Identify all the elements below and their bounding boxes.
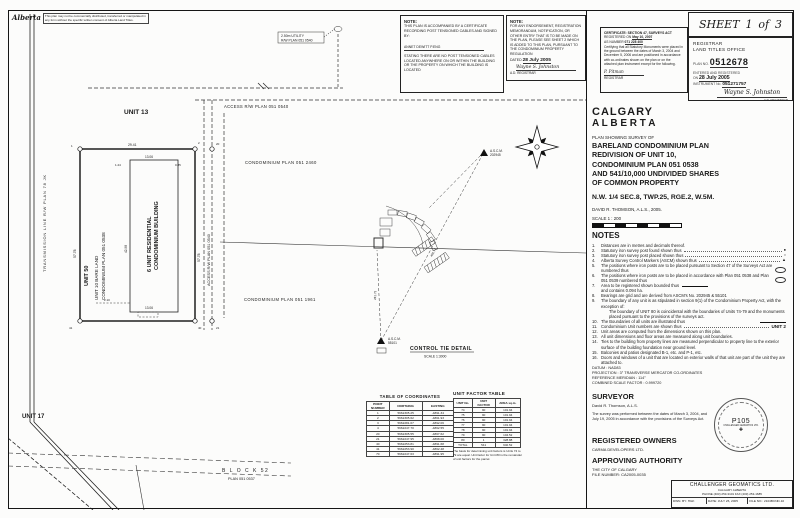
ascm-bottom-label-1: A.S.C.M.: [388, 337, 401, 341]
table-row: 40 5662253.81 -4891.68: [367, 441, 454, 446]
table-row: TOTAL 541 940.52: [454, 442, 521, 447]
endorsement-note-box: [506, 15, 586, 81]
title-line5: OF COMMON PROPERTY: [592, 178, 680, 188]
surveyor-seal: [714, 398, 768, 452]
registrar-line1: REGISTRAR: [693, 41, 723, 46]
iron-post-found-symbol: ●: [783, 247, 786, 252]
control-tie-title: CONTROL TIE DETAIL: [410, 346, 473, 352]
note-item-15: 15. Balconies and patios designated B-1, etc. and P-1, etc.: [592, 349, 702, 355]
company-name: CHALLENGER GEOMATICS LTD.: [689, 482, 775, 488]
drawn-by: DWN. BY: HGK: [673, 499, 695, 503]
plan-no-value: 0512678: [709, 57, 749, 68]
note-item-6: 6. The positions where iron posts are to be placed in accordance with Plan 051 0538 and Plan 051 0539 numbered thus: [592, 273, 786, 283]
cert-number: 071 228 400: [624, 39, 643, 44]
table-row: 80 1 328.88: [454, 437, 521, 442]
svg-text:13.06: 13.06: [145, 155, 153, 159]
coord-table-title: TABLE OF COORDINATES: [379, 394, 441, 399]
area-boundary-sample-line: [682, 286, 708, 287]
seal-emblem-icon: ✚: [738, 426, 744, 433]
table-row: 1 5662305.25 -4891.34: [367, 410, 454, 415]
datum-line3: REFERENCE MERIDIAN : 114°: [592, 376, 646, 381]
authority-line2: FILE NUMBER: CA2005-0035: [592, 472, 646, 477]
datum-line4: COMBINED SCALE FACTOR : 0.999720: [592, 381, 662, 386]
svg-text:1: 1: [71, 144, 73, 148]
plan-no-label: PLAN NO.: [693, 62, 709, 67]
owners-heading: REGISTERED OWNERS: [592, 436, 677, 445]
title-line3: CONDOMINIUM PLAN 051 0538: [592, 159, 699, 169]
datum-block: [592, 366, 702, 387]
tie-distance-a: 281.73: [373, 290, 378, 301]
table-row: 41 5662253.90 -4862.48: [367, 447, 454, 452]
block52-plan-label: PLAN 051 0537: [228, 477, 255, 481]
datum-line1: DATUM : NAD83: [592, 366, 621, 370]
unit-number-sample: UNIT 2: [771, 323, 786, 329]
note-item-14: 14. Ties to the building from property lines are measured perpendicular to property line to the exterior surface of the building foundation near ground level.: [592, 339, 779, 350]
svg-text:41: 41: [69, 326, 73, 330]
svg-text:2.10: 2.10: [104, 298, 110, 302]
title-block: [592, 106, 784, 228]
plan-1961-label: CONDOMINIUM PLAN 051 1961: [244, 297, 316, 302]
owners-block: [592, 436, 677, 452]
coordinate-table-block: [366, 394, 454, 457]
svg-text:42.98: 42.98: [124, 245, 128, 253]
scale-bar: [592, 223, 682, 228]
cert-role: REGISTRAR: [604, 75, 624, 80]
unit17-label: UNIT 17: [22, 414, 45, 420]
note-item-1: 1. Distances are in metres and decimals thereof.: [592, 242, 686, 248]
note2-body: FOR ANY ENDORSEMENT, REGISTRATION MEMORANDUM, NOTIFICATION, OR OTHER ENTRY THAT IS TO BE MADE ON THE PLAN, PLEASE SEE SHEET 2 WHICH IS ADDED TO THIS PLAN, PURSUANT TO THE CONDOMINIUM PROPERTY REGULATION: [510, 24, 582, 56]
cert-number-label: AS NUMBER: [604, 39, 624, 44]
table-row: 70 5662247.63 -4891.95: [367, 452, 454, 457]
block52-label: B L O C K 52: [222, 468, 270, 474]
svg-text:2: 2: [198, 141, 200, 145]
sheet-label: SHEET: [699, 18, 740, 31]
note-item-9: 9. The boundary of any unit is as stipulated in section 9(1) of the Condominium Property Act, with the exception of: The boundary of UNIT 80 is coincidental with the boundaries of Units 74-79 and the monuments placed pursuant to the provisions of the surveys act.: [592, 298, 785, 319]
note1-title: NOTE:: [404, 19, 418, 24]
note2-dated-label: DATED: [510, 58, 522, 63]
registrar-signature: Wayne S. Johnston: [717, 89, 787, 98]
scale-label: SCALE 1 : 200: [592, 215, 622, 221]
surveyor-credit: DAVID R. THOMSON, A.L.S., 2005.: [592, 206, 662, 212]
registrar-role: A.D. REGISTRAR: [763, 97, 788, 101]
unit50-label: UNIT 50: [84, 265, 90, 286]
note-item-12: 12. Unit areas are computed from the dimensions shown on this plan.: [592, 329, 722, 335]
company-block: [671, 480, 793, 508]
unit-factor-table-block: [453, 391, 521, 462]
note-item-10: 10. The Boundaries of all units are illustrated thus: [592, 319, 786, 324]
sheet-total: 3: [775, 18, 782, 31]
cert-registered-date: May 10, 2007: [632, 35, 653, 40]
disclaimer-text: This plan may not be commercially distributed, transferred or manipulated in any form without the specific written consent of Alberta Land Titles.: [43, 13, 149, 24]
svg-text:57.78: 57.78: [197, 253, 201, 262]
owners-name: CARMA DEVELOPERS LTD.: [592, 447, 644, 452]
seal-code: P105: [731, 417, 751, 425]
alberta-logo: Alberta: [12, 13, 41, 22]
table-row: 2 5662305.62 -4861.93: [367, 416, 454, 421]
svg-text:13.06: 13.06: [145, 306, 153, 310]
note-item-4: 4. Alberta Survey Control Markers (ASCM) shown thus ▲: [592, 257, 786, 263]
title-line1: BARELAND CONDOMINIUM PLAN: [592, 141, 709, 150]
ascm-symbol: ▲: [782, 257, 786, 263]
section47-post-symbol: [775, 267, 786, 274]
title-line4: AND 541/10,000 UNDIVIDED SHARES: [592, 169, 720, 179]
registrar-box: [688, 37, 793, 101]
note2-title: NOTE:: [510, 19, 524, 24]
utility-label-2: R/W PLAN 051 0540: [281, 38, 313, 43]
ascm-top-label-2: 202945: [490, 153, 501, 157]
authority-line1: THE CITY OF CALGARY: [592, 467, 637, 472]
svg-text:40: 40: [198, 326, 202, 330]
table-row: 4 5662247.70 -4862.55: [367, 426, 454, 431]
note2-signature: Wayne S. Johnston: [516, 65, 576, 72]
instrument-number: 051271757: [722, 82, 747, 88]
coordinate-table: POINT NUMBER NORTHING EASTING 1 5662305.25 -4891.34 2 5662305.62 -4861.93 3 5662281.07 -4892.06 4 5662247.70 -4862.55 20 5662305.55 -4867.62 21 5662247.95 -4868.00 40 5662253.81 -4891.68 41 5662253.90 -4862.48 70 5662247.63 -4891.95: [366, 401, 454, 458]
table-row: 21 5662247.95 -4868.00: [367, 436, 454, 441]
note2-role: A.D. REGISTRAR: [510, 71, 536, 76]
note2-date: 28 July 2005: [522, 58, 551, 64]
cert-line1: CERTIFICATE: SECTION 47, SURVEYS ACT: [604, 31, 672, 35]
authority-heading: APPROVING AUTHORITY: [592, 456, 683, 465]
access-rw-side-label: ACCESS R/W PLAN 051 0540: [207, 234, 211, 286]
sheet-num: 1: [745, 18, 753, 31]
title-showing: PLAN SHOWING SURVEY OF: [592, 135, 655, 140]
svg-text:20: 20: [216, 142, 220, 146]
title-province: A L B E R T A: [592, 118, 656, 129]
alberta-notice: [12, 13, 149, 24]
table-row: 20 5662305.55 -4867.62: [367, 431, 454, 436]
unit13-label: UNIT 13: [124, 109, 149, 116]
unit-table-title: UNIT FACTOR TABLE: [453, 391, 506, 396]
surveyor-heading: SURVEYOR: [592, 392, 634, 401]
authority-block: [592, 456, 683, 477]
table-row: 76 90 101.94: [454, 417, 521, 422]
instrument-label: INSTRUMENT No.: [693, 82, 722, 87]
sheet-number-box: [688, 12, 793, 37]
table-row: 78 90 101.94: [454, 427, 521, 432]
unit-factor-table: UNIT No. UNIT FACTOR AREA sq.m. 74 90 101.94 75 90 101.94 76 90 101.94 77 90 101.94 78 90 101.94 79 90 104.52 80 1 328.88 TOTAL 541 940.52: [453, 398, 521, 448]
svg-text:21: 21: [216, 326, 220, 330]
seal-company: CHALLENGER GEOMATICS LTD.: [723, 424, 759, 427]
unit-table-footnote: The basis for determining unit factors is Units 74 to 79 are equal. Unit factor for Unit 80 is the remainder of unit factors for the parcel.: [453, 448, 523, 461]
tie-distance-b: 492.71: [429, 247, 438, 258]
company-city: CALGARY ALBERTA: [717, 488, 747, 492]
table-row: 79 90 104.52: [454, 432, 521, 437]
note-item-2: 2. Statutory iron survey post found shown thus ●: [592, 247, 786, 253]
ascm-top-label-1: A.S.C.M.: [490, 149, 503, 153]
access-rw-top-label: ACCESS R/W PLAN 051 0540: [224, 104, 289, 109]
table-row: 74 90 101.94: [454, 407, 521, 412]
note1-body2: STATING THERE ARE NO POST TENSIONED CABLES LOCATED ANYWHERE ON OR WITHIN THE BUILDING OR THE PROPERTY ON WHICH THE BUILDING IS LOCATED: [404, 53, 495, 72]
svg-text:57.78: 57.78: [73, 249, 77, 258]
svg-text:0.85: 0.85: [175, 163, 181, 167]
ascm-bottom-label-2: 55101: [388, 341, 397, 345]
on-label: ON: [693, 76, 699, 81]
note-item-7: 7. Area to be registered shown bounded thus and contains 0.094 ha.: [592, 283, 786, 293]
note-item-16: 16. Doors and windows of a unit that are located on exterior walls of that unit are part of the unit they are attached to.: [592, 354, 786, 365]
plan-2460-label: CONDOMINIUM PLAN 051 2460: [245, 160, 317, 165]
cert-registered-label: REGISTERED ON: [604, 35, 632, 40]
control-tie-scale: SCALE 1:3000: [424, 354, 447, 359]
title-column-divider: [586, 10, 587, 509]
legal-description: N.W. 1/4 SEC.8, TWP.25, RGE.2, W.5M.: [592, 193, 715, 201]
notes-section: [592, 231, 786, 365]
note1-body1: THIS PLAN IS ACCOMPANIED BY A CERTIFICATE RECORDING POST TENSIONED CABLES AND SIGNED BY:: [404, 24, 497, 38]
company-phone: PHONE (403) 253-3101 FAX (403) 253-1685: [702, 492, 762, 496]
entered-label: ENTERED AND REGISTERED: [693, 70, 741, 75]
note-item-11: 11. Condominium Unit numbers are shown thus UNIT 2: [592, 323, 786, 330]
title-line2: REDIVISION OF UNIT 10,: [592, 150, 677, 160]
note-item-13: 13. All unit dimensions and floor areas are measured along unit boundaries.: [592, 334, 733, 340]
certificate-box: [600, 27, 688, 93]
unit-boundary-sample-line: [760, 322, 786, 323]
title-city: CALGARY: [592, 106, 653, 118]
table-row: 75 90 101.94: [454, 412, 521, 417]
cert-body: Certifying that all Statutory Monuments were placed in the ground between the dates of March 3, 2004 and December 5, 2006 and are positioned in accordance with co-ordinates shown on the plan or on the attached plan instrument except for the following.: [604, 44, 683, 66]
svg-text:29.41: 29.41: [128, 143, 137, 147]
svg-text:1.24: 1.24: [115, 163, 121, 167]
drawing-date: DATE: JULY 26, 2005: [706, 498, 748, 504]
note-item-8: 8. Bearings are grid and are derived from ASCM's No. 202945 & 55101: [592, 293, 727, 299]
surveyor-name: David R. Thomson, A.L.S.: [592, 403, 638, 408]
registered-date: 28 July 2005: [699, 75, 730, 82]
registrar-line2: LAND TITLES OFFICE: [693, 47, 746, 53]
cert-signature: P. Pitman: [604, 69, 644, 75]
note1-signature: ANNET DEWITT P.ENG: [404, 45, 484, 50]
table-row: 77 90 101.94: [454, 422, 521, 427]
building-label: 6 UNIT RESIDENTIAL CONDOMINIUM BUILDING: [147, 201, 160, 272]
post-tension-note-box: [400, 15, 504, 93]
sheet-of: of: [758, 18, 770, 31]
file-number: FILE NO.: 2104BCND-10: [749, 499, 785, 503]
table-row: 3 5662281.07 -4892.06: [367, 421, 454, 426]
transmission-label: TRANSMISSION LINE R/W PLAN 78 JK: [42, 174, 47, 272]
utility-label-1: 2.50m UTILITY: [281, 34, 304, 38]
datum-line2: PROJECTION : 3° TRANSVERSE MERCATOR CO-ORDINATES: [592, 371, 703, 376]
surveyor-block: [592, 392, 710, 422]
note-item-5: 5. The positions where iron posts are to be placed pursuant to Section 47 of the Surveys Act are numbered thus: [592, 263, 786, 273]
bare-land-label: UNIT 10 BARE LAND CONDOMINIUM PLAN 051 0538: [94, 232, 106, 300]
note-item-3: 3. Statutory iron survey post placed shown thus ○: [592, 252, 786, 258]
iron-post-placed-symbol: ○: [783, 252, 786, 258]
notes-heading: NOTES: [592, 231, 620, 240]
surveyor-body: The survey was performed between the dates of March 3, 2004, and July 19, 2005 in accordance with the provisions of the Surveys Act.: [592, 412, 708, 421]
